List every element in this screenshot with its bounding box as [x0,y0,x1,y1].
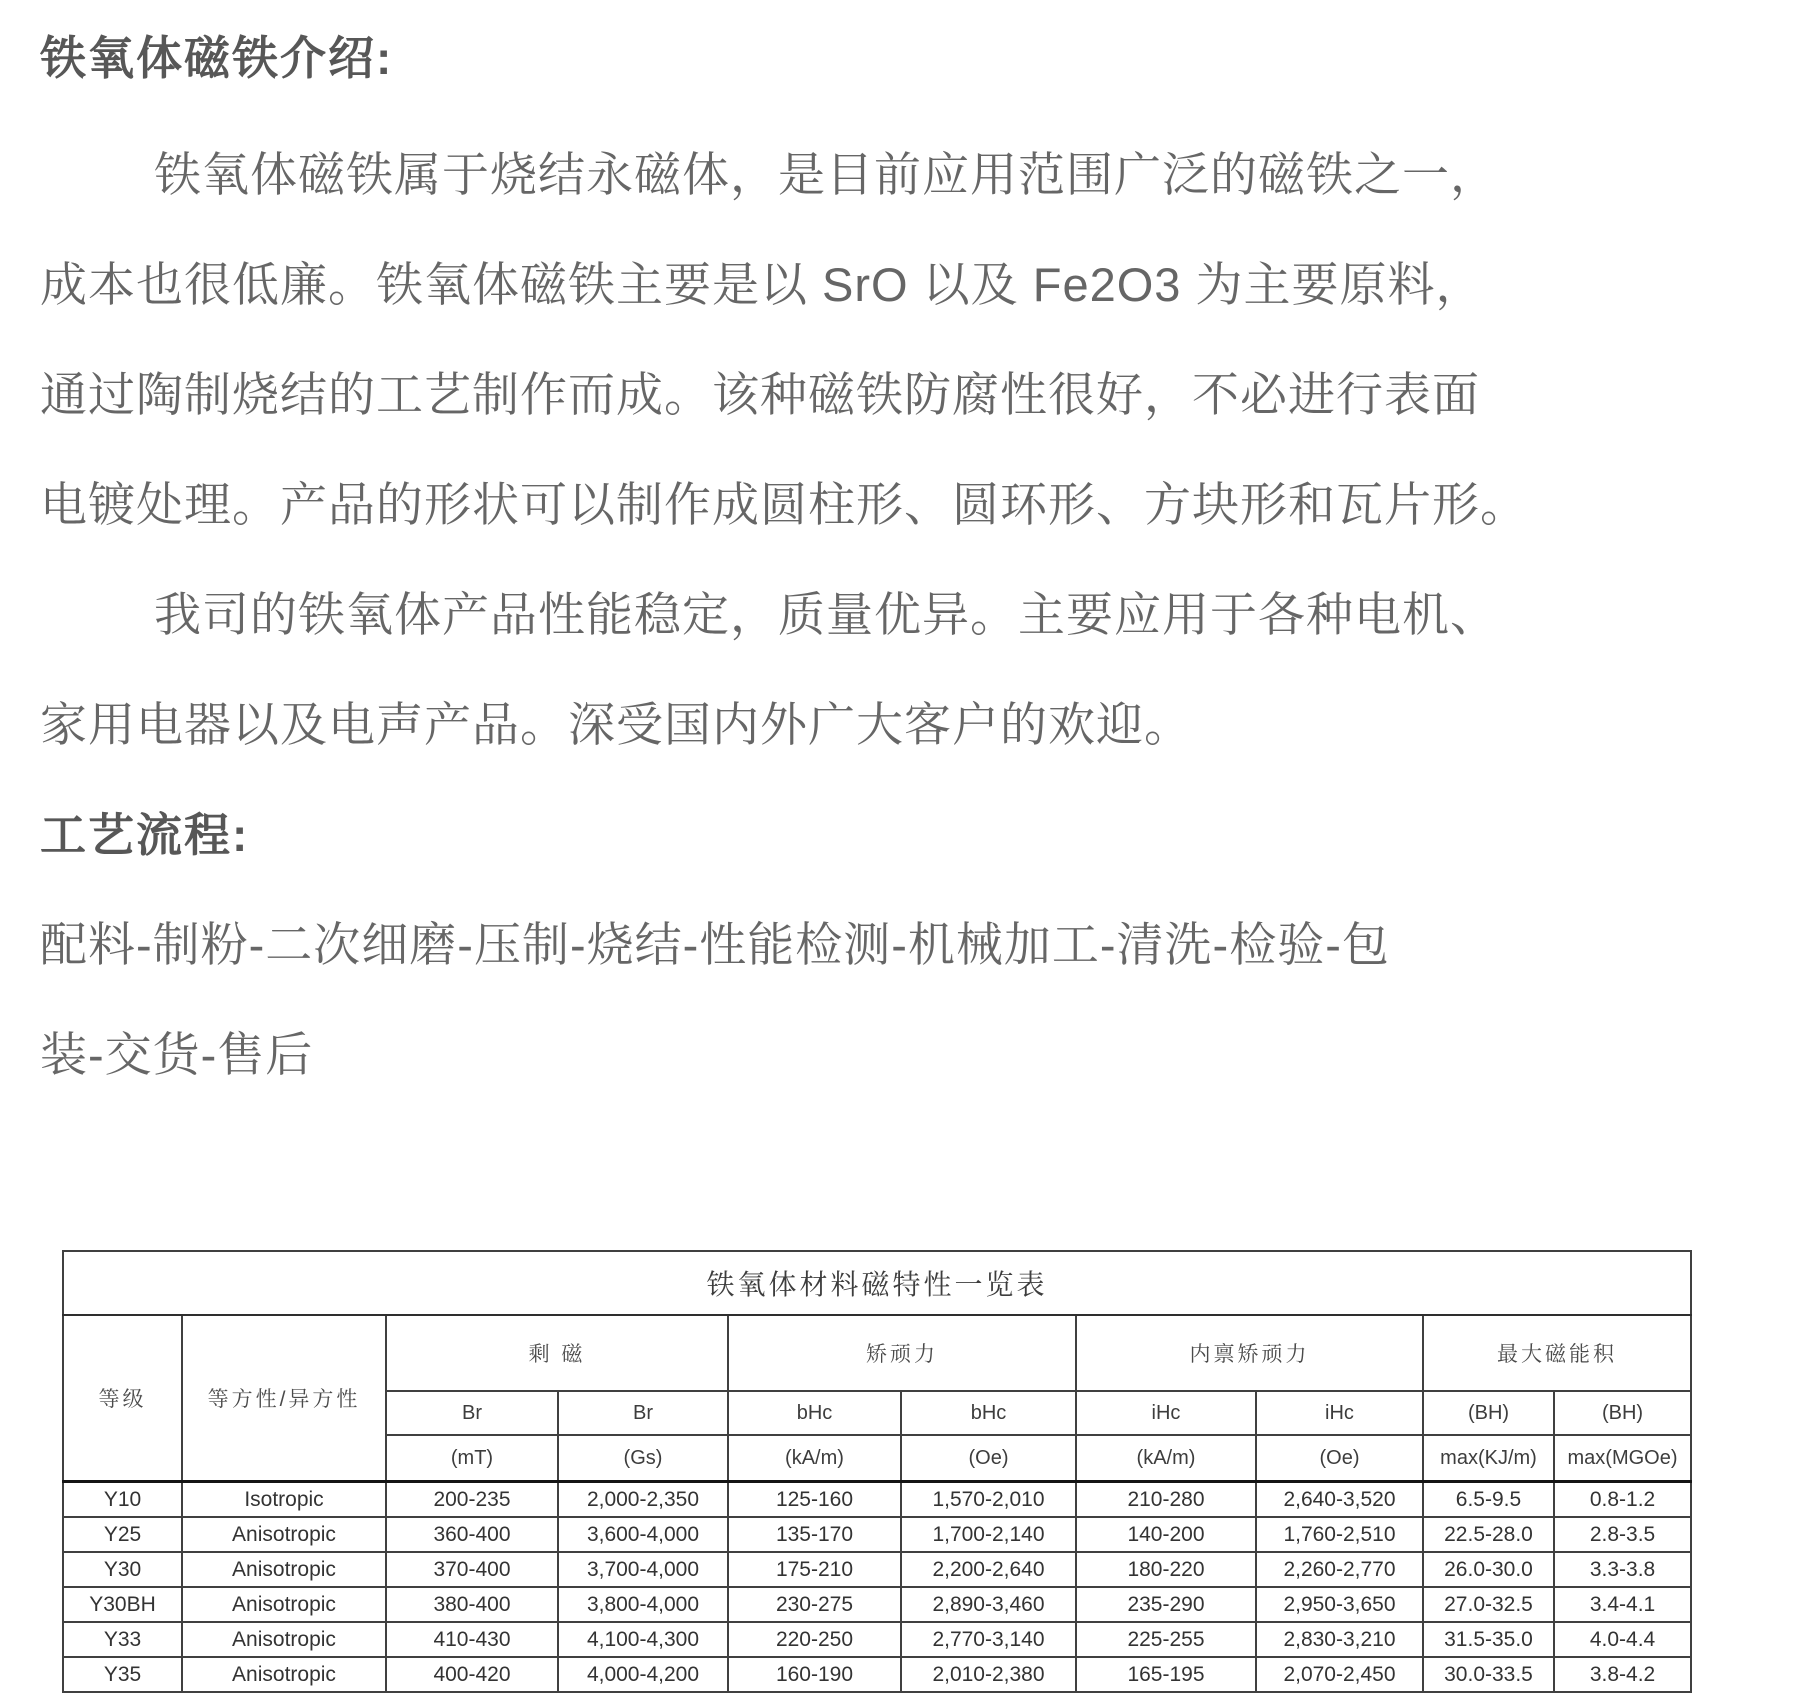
column-unit: (Oe) [901,1435,1076,1482]
table-cell: 30.0-33.5 [1423,1657,1554,1692]
table-cell: 225-255 [1076,1622,1256,1657]
table-cell: 31.5-35.0 [1423,1622,1554,1657]
table-cell: 6.5-9.5 [1423,1482,1554,1518]
table-row [63,1517,1691,1552]
paragraph-line: 成本也很低廉。铁氧体磁铁主要是以 SrO 以及 Fe2O3 为主要原料， [40,258,1484,311]
table-cell: 235-290 [1076,1587,1256,1622]
table-cell: 2,830-3,210 [1256,1622,1423,1657]
table-cell: Anisotropic [182,1657,386,1692]
table-cell: Y30BH [63,1587,182,1622]
table-cell: 140-200 [1076,1517,1256,1552]
table-cell: 175-210 [728,1552,901,1587]
table-cell: 4,100-4,300 [558,1622,728,1657]
table-cell: 2,200-2,640 [901,1552,1076,1587]
table-cell: 410-430 [386,1622,558,1657]
column-header: bHc [901,1391,1076,1435]
process-line: 配料-制粉-二次细磨-压制-烧结-性能检测-机械加工-清洗-检验-包 [40,918,1390,971]
intro-heading: 铁氧体磁铁介绍: [40,32,394,84]
table-cell: 3.8-4.2 [1554,1657,1691,1692]
table-cell: 4,000-4,200 [558,1657,728,1692]
paragraph-line: 通过陶制烧结的工艺制作而成。该种磁铁防腐性很好，不必进行表面 [40,368,1480,421]
table-row [63,1657,1691,1692]
table-cell: 3,800-4,000 [558,1587,728,1622]
paragraph-line: 电镀处理。产品的形状可以制作成圆柱形、圆环形、方块形和瓦片形。 [40,478,1528,531]
table-cell: 1,700-2,140 [901,1517,1076,1552]
column-unit: (Gs) [558,1435,728,1482]
column-unit: max(KJ/m) [1423,1435,1554,1482]
table-row [63,1622,1691,1657]
table-cell: 3,700-4,000 [558,1552,728,1587]
table-row [63,1552,1691,1587]
table-cell: 360-400 [386,1517,558,1552]
column-header: iHc [1076,1391,1256,1435]
table-cell: 2,950-3,650 [1256,1587,1423,1622]
table-cell: 0.8-1.2 [1554,1482,1691,1518]
table-cell: 2,070-2,450 [1256,1657,1423,1692]
column-header: (BH) [1554,1391,1691,1435]
table-cell: Anisotropic [182,1517,386,1552]
column-unit: max(MGOe) [1554,1435,1691,1482]
table-cell: Anisotropic [182,1552,386,1587]
table-cell: 400-420 [386,1657,558,1692]
column-header: iHc [1256,1391,1423,1435]
column-group-intrinsic-coercivity: 内禀矫顽力 [1076,1315,1423,1391]
table-cell: Isotropic [182,1482,386,1518]
table-title: 铁氧体材料磁特性一览表 [63,1251,1691,1315]
column-group-max-energy-product: 最大磁能积 [1423,1315,1691,1391]
column-header: (BH) [1423,1391,1554,1435]
column-header-isotropy: 等方性/异方性 [182,1315,386,1482]
table-row [63,1587,1691,1622]
table-cell: 125-160 [728,1482,901,1518]
table-cell: 200-235 [386,1482,558,1518]
table-group-header-row [63,1315,1691,1391]
column-group-coercivity: 矫顽力 [728,1315,1076,1391]
table-cell: 2,640-3,520 [1256,1482,1423,1518]
process-heading: 工艺流程: [40,809,250,861]
table-cell: 1,570-2,010 [901,1482,1076,1518]
intro-paragraph-2 [40,560,1753,780]
paragraph-line: 我司的铁氧体产品性能稳定，质量优异。主要应用于各种电机、 [154,588,1498,641]
table-cell: 2.8-3.5 [1554,1517,1691,1552]
table-cell: Y30 [63,1552,182,1587]
table-cell: 135-170 [728,1517,901,1552]
column-unit: (kA/m) [728,1435,901,1482]
column-header: Br [558,1391,728,1435]
process-flow [40,890,1753,1110]
paragraph-line: 铁氧体磁铁属于烧结永磁体，是目前应用范围广泛的磁铁之一， [154,148,1498,201]
column-unit: (Oe) [1256,1435,1423,1482]
table-cell: 160-190 [728,1657,901,1692]
table-cell: 2,260-2,770 [1256,1552,1423,1587]
table-cell: 220-250 [728,1622,901,1657]
table-cell: 180-220 [1076,1552,1256,1587]
table-cell: Y33 [63,1622,182,1657]
table-cell: 22.5-28.0 [1423,1517,1554,1552]
table-cell: Y25 [63,1517,182,1552]
column-header: bHc [728,1391,901,1435]
table-cell: 2,770-3,140 [901,1622,1076,1657]
table-cell: 3,600-4,000 [558,1517,728,1552]
table-cell: 3.3-3.8 [1554,1552,1691,1587]
table-cell: 4.0-4.4 [1554,1622,1691,1657]
table-cell: Y10 [63,1482,182,1518]
table-cell: 165-195 [1076,1657,1256,1692]
table-cell: 2,000-2,350 [558,1482,728,1518]
ferrite-properties-table [62,1250,1692,1693]
column-unit: (mT) [386,1435,558,1482]
table-cell: 27.0-32.5 [1423,1587,1554,1622]
table-cell: 3.4-4.1 [1554,1587,1691,1622]
table-cell: 210-280 [1076,1482,1256,1518]
table-cell: Anisotropic [182,1622,386,1657]
process-line: 装-交货-售后 [40,1028,314,1081]
column-unit: (kA/m) [1076,1435,1256,1482]
table-cell: 230-275 [728,1587,901,1622]
table-row [63,1482,1691,1518]
column-header: Br [386,1391,558,1435]
table-cell: Y35 [63,1657,182,1692]
column-header-grade: 等级 [63,1315,182,1482]
table-cell: 1,760-2,510 [1256,1517,1423,1552]
table-title-row [63,1251,1691,1315]
paragraph-line: 家用电器以及电声产品。深受国内外广大客户的欢迎。 [40,698,1192,751]
intro-paragraph-1 [40,120,1753,560]
table-cell: 26.0-30.0 [1423,1552,1554,1587]
table-cell: Anisotropic [182,1587,386,1622]
table-cell: 370-400 [386,1552,558,1587]
table-cell: 380-400 [386,1587,558,1622]
column-group-remanence: 剩 磁 [386,1315,728,1391]
table-cell: 2,010-2,380 [901,1657,1076,1692]
table-cell: 2,890-3,460 [901,1587,1076,1622]
